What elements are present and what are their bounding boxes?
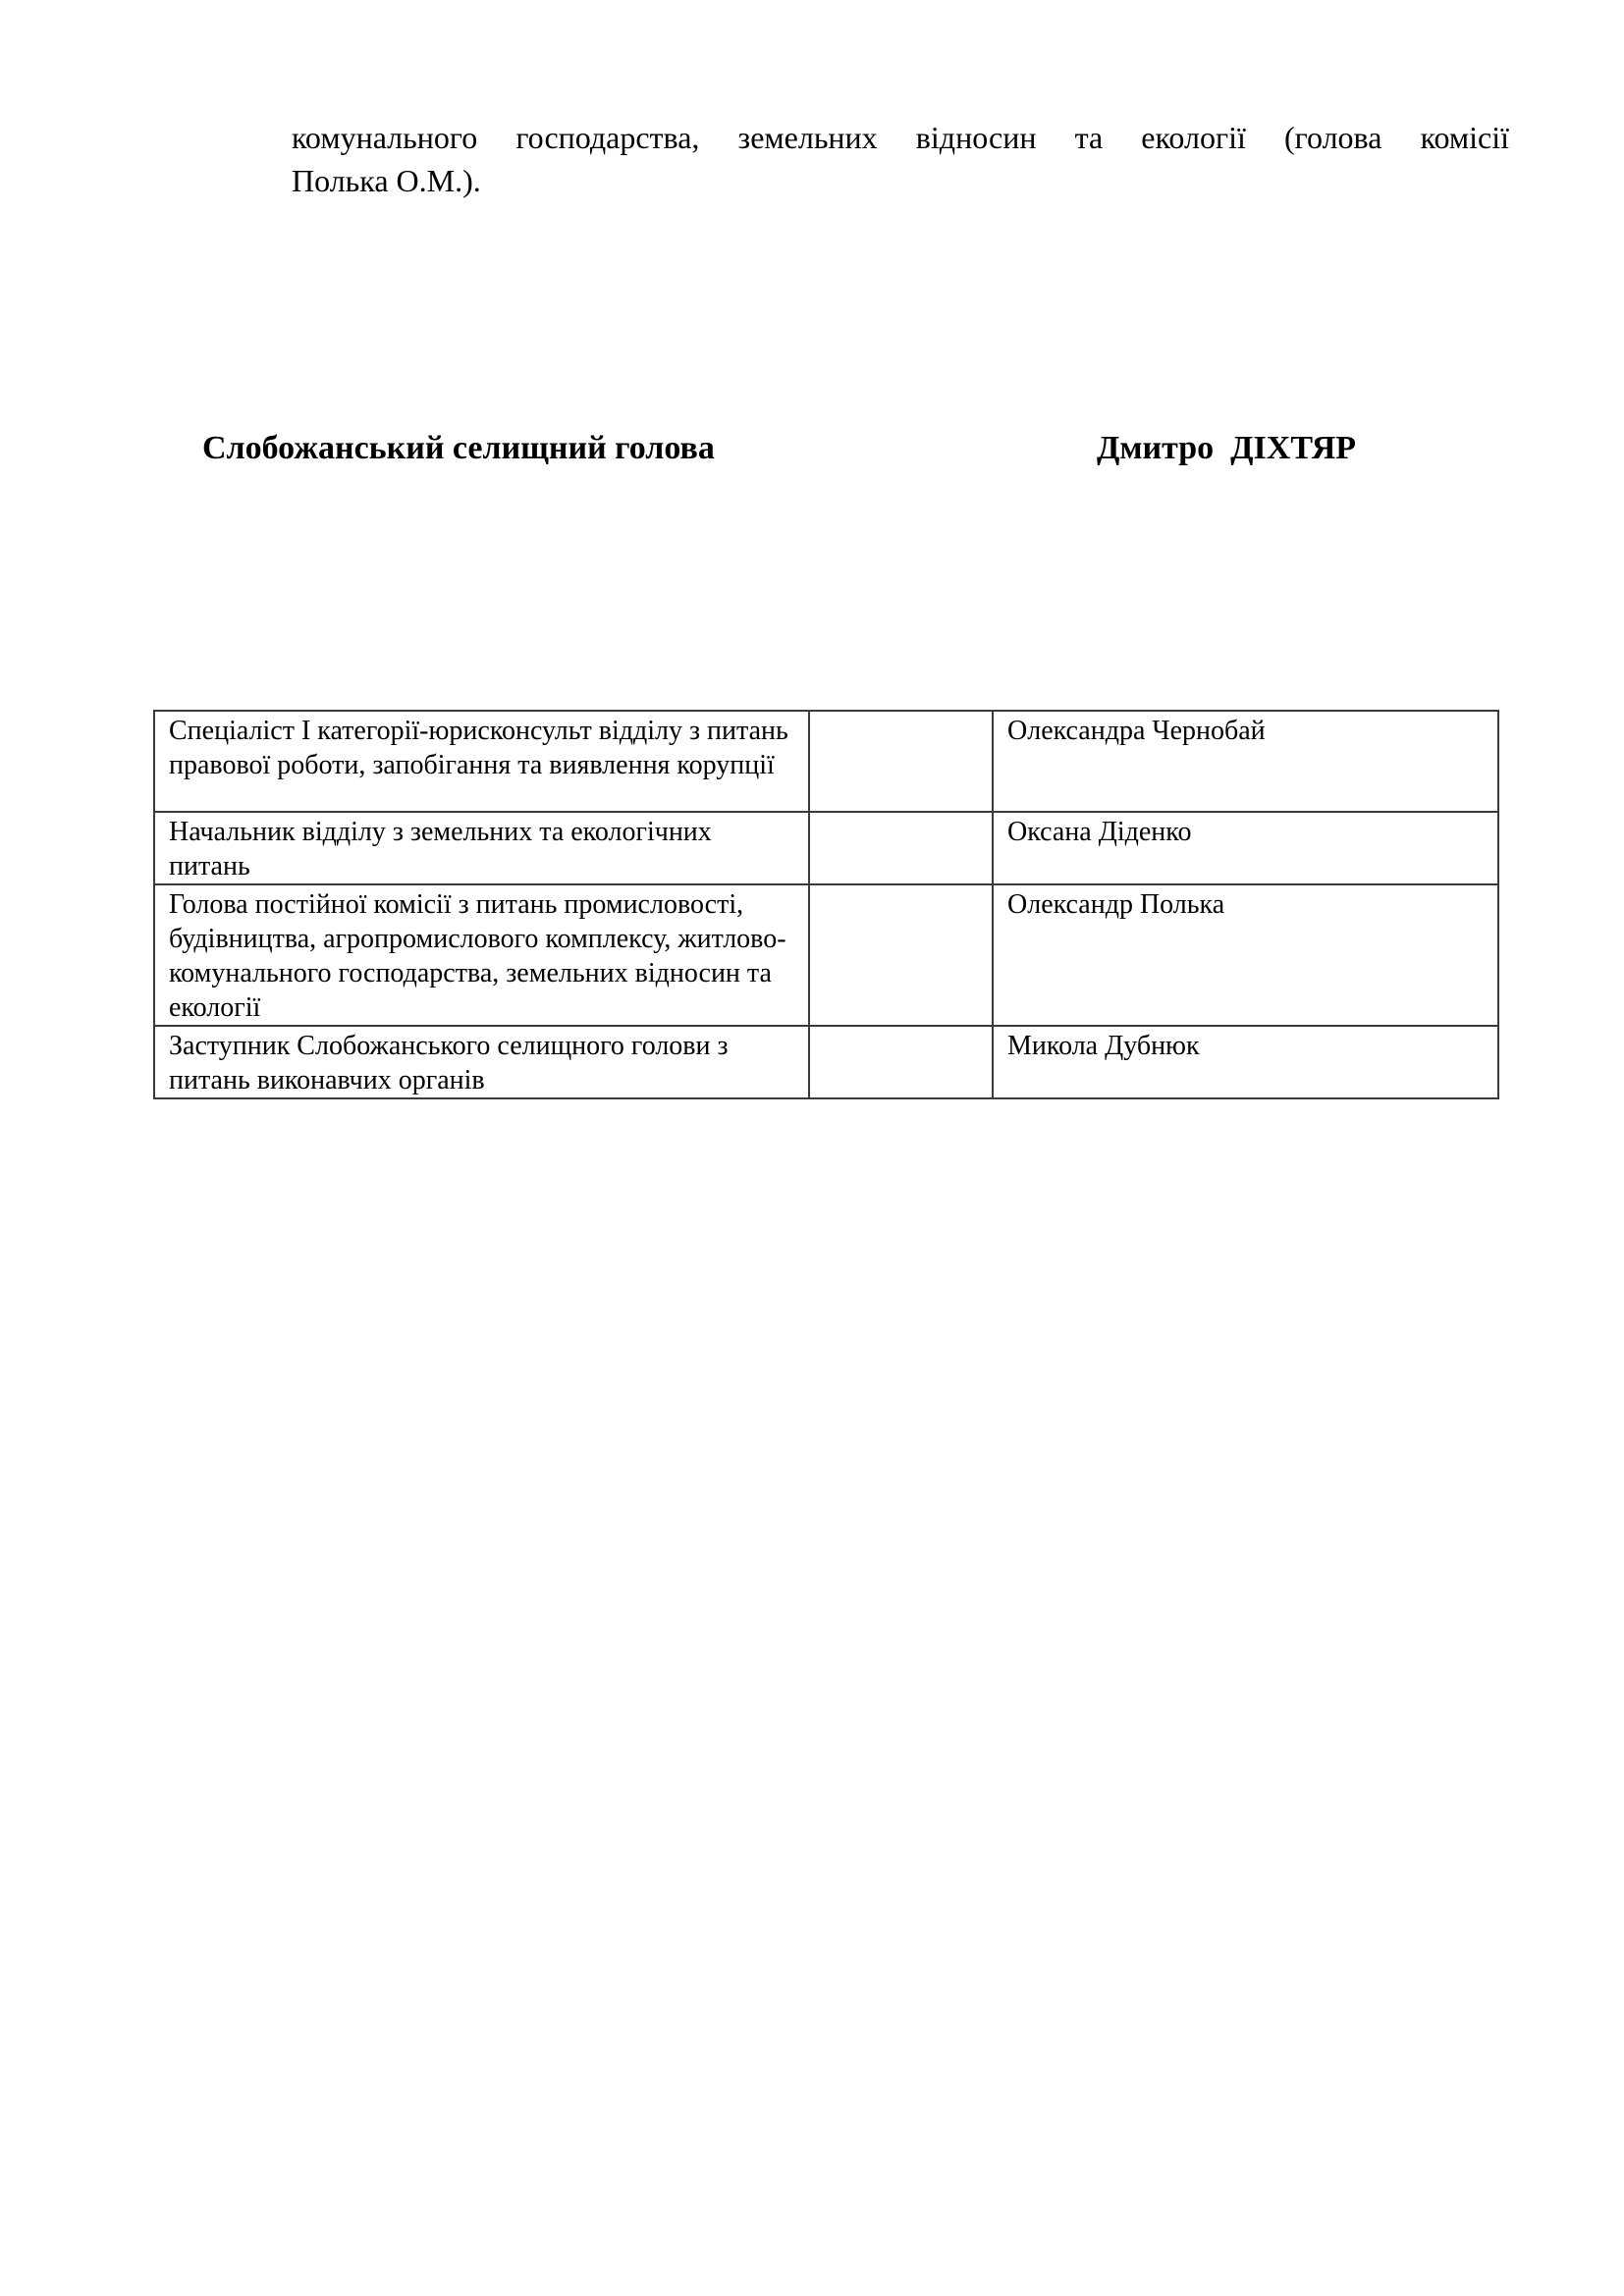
signature-cell (809, 711, 993, 812)
name-cell: Микола Дубнюк (993, 1026, 1498, 1098)
intro-paragraph (292, 116, 1509, 202)
name-cell: Оксана Діденко (993, 812, 1498, 884)
table-row (154, 812, 1498, 884)
intro-line: комунального господарства, земельних відносин та екології (голова комісії (292, 120, 1509, 155)
table-row (154, 711, 1498, 812)
name-cell: Олександра Чернобай (993, 711, 1498, 812)
position-cell: Спеціаліст І категорії-юрисконсульт відділу з питань правової роботи, запобігання та виявлення корупції (154, 711, 809, 812)
signature-cell (809, 884, 993, 1026)
approval-table (153, 710, 1499, 1099)
position-cell: Заступник Слобожанського селищного голови з питань виконавчих органів (154, 1026, 809, 1098)
intro-line: Полька О.М.). (292, 163, 481, 198)
position-cell: Голова постійної комісії з питань промисловості, будівництва, агропромислового комплексу, житлово-комунального господарства, земельних відносин та екології (154, 884, 809, 1026)
signatory-name: Дмитро ДІХТЯР (1097, 430, 1357, 466)
name-cell: Олександр Полька (993, 884, 1498, 1026)
position-cell: Начальник відділу з земельних та екологічних питань (154, 812, 809, 884)
table-row (154, 1026, 1498, 1098)
table-row (154, 884, 1498, 1026)
signatory-position: Слобожанський селищний голова (202, 430, 715, 466)
signature-cell (809, 1026, 993, 1098)
signature-cell (809, 812, 993, 884)
